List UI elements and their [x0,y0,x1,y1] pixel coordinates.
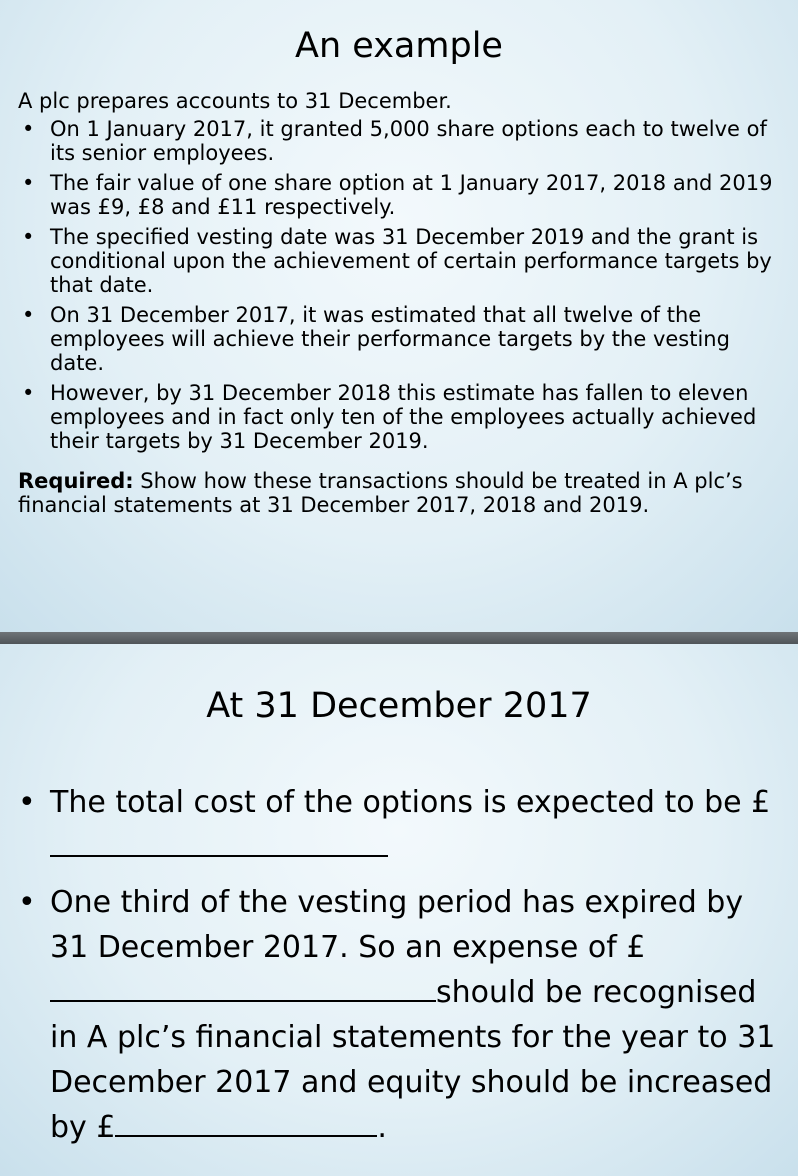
bullet-list [0,780,798,1150]
bullet-text: should be recognised in A plc’s financial statements for the year to 31 December 2017 and equity should be increased by £ [50,975,776,1145]
bullet-icon: • [22,171,35,195]
required-label: Required: [18,469,134,493]
bullet-text: The fair value of one share option at 1 January 2017, 2018 and 2019 was £9, £8 and £11 respectively. [50,171,773,219]
bullet-icon: • [22,225,35,249]
slide-2017 [0,644,798,1176]
intro-text: A plc prepares accounts to 31 December. [18,89,452,113]
slide-title: An example [295,26,503,66]
bullet-text: The specified vesting date was 31 December 2019 and the grant is conditional upon the achievement of certain performance targets by that date. [50,225,772,297]
answer-blank [115,1105,377,1137]
list-item [0,780,798,870]
bullet-text: On 31 December 2017, it was estimated that all twelve of the employees will achieve their performance targets by the vesting date. [50,303,730,375]
bullet-icon: • [22,381,35,405]
answer-blank [50,970,436,1002]
bullet-icon: • [18,885,36,920]
list-item [0,381,798,453]
bullet-icon: • [18,785,36,820]
bullet-list [0,117,798,453]
answer-blank [50,825,388,857]
bullet-text: One third of the vesting period has expired by 31 December 2017. So an expense of £ [50,885,744,965]
list-item [0,303,798,375]
bullet-text: On 1 January 2017, it granted 5,000 share options each to twelve of its senior employees. [50,117,767,165]
slide-divider [0,632,798,644]
list-item [0,171,798,219]
bullet-icon: • [22,117,35,141]
list-item [0,225,798,297]
required-paragraph [18,469,786,517]
required-text: Show how these transactions should be treated in A plc’s financial statements at 31 December 2017, 2018 and 2019. [18,469,743,517]
list-item [0,117,798,165]
bullet-text: The total cost of the options is expected to be £ [50,785,771,820]
bullet-end: . [377,1110,387,1145]
bullet-icon: • [22,303,35,327]
bullet-text: However, by 31 December 2018 this estimate has fallen to eleven employees and in fact only ten of the employees actually achieved their targets by 31 December 2019. [50,381,757,453]
slide-title: At 31 December 2017 [206,686,592,726]
list-item [0,880,798,1150]
